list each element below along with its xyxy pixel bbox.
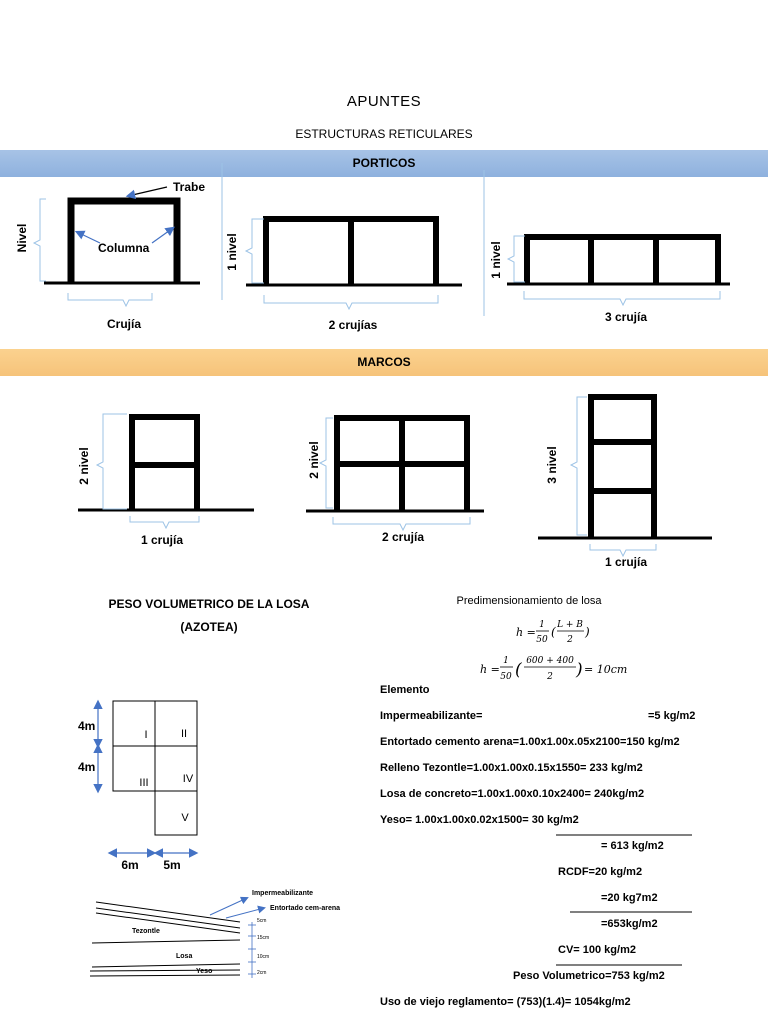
- formula-1: [516, 620, 590, 645]
- calc-line: CV= 100 kg/m2: [558, 944, 636, 956]
- trabe-label: Trabe: [173, 180, 206, 194]
- svg-text:h =: h =: [480, 663, 500, 676]
- panel-label: II: [180, 728, 188, 740]
- page-title: APUNTES: [346, 93, 422, 110]
- calc-line: Peso Volumetrico=753 kg/m2: [513, 970, 665, 982]
- elemento-heading: Elemento: [380, 684, 430, 696]
- svg-text:): ): [576, 660, 583, 680]
- section-label: Tezontle: [132, 928, 160, 935]
- section-label: Impermeabilizante: [252, 890, 314, 897]
- nivel-label: 2 nivel: [77, 447, 91, 485]
- svg-text:2: 2: [547, 672, 553, 682]
- marcos-band: MARCOS: [0, 349, 768, 376]
- svg-text:L + B: L + B: [557, 620, 583, 630]
- panel-label: V: [181, 812, 189, 824]
- pointer-arrow: [210, 898, 247, 915]
- calc-line: RCDF=20 kg/m2: [558, 866, 643, 878]
- formula-2: [480, 656, 627, 682]
- calc-line: Entortado cemento arena=1.00x1.00x.05x2100=150 kg/m2: [380, 736, 680, 748]
- dim-label: 4m: [78, 760, 96, 774]
- section-label: Yeso: [196, 968, 213, 975]
- section-dim: 10cm: [257, 954, 270, 960]
- svg-text:600 + 400: 600 + 400: [526, 656, 574, 666]
- svg-text:): ): [585, 625, 590, 639]
- nivel-label: 1 nivel: [225, 233, 239, 271]
- crujia-label: 2 crujías: [328, 318, 378, 332]
- svg-text:h =: h =: [516, 626, 536, 639]
- panel-label: III: [139, 777, 149, 789]
- marco-frame-2: [306, 418, 484, 530]
- crujia-label: 1 crujía: [140, 533, 184, 547]
- svg-text:50: 50: [500, 672, 512, 682]
- section-label: Losa: [176, 953, 193, 960]
- section-dimension-line: [248, 922, 256, 978]
- nivel-label: 3 nivel: [545, 446, 559, 484]
- porticos-band: PORTICOS: [0, 150, 768, 177]
- portico-frame-2: [246, 219, 462, 309]
- calc-line: =20 kg7m2: [601, 892, 658, 904]
- crujia-label: Crujía: [106, 317, 142, 331]
- crujia-label: 3 crujía: [604, 310, 648, 324]
- svg-text:(: (: [515, 660, 522, 680]
- crujia-label: 1 crujía: [604, 555, 648, 569]
- predim-title: Predimensionamiento de losa: [456, 595, 602, 607]
- dim-label: 4m: [78, 719, 96, 733]
- section-dim: 2cm: [257, 970, 267, 976]
- calc-line: Impermeabilizante=: [380, 710, 483, 722]
- svg-text:50: 50: [536, 635, 548, 645]
- section-dim: 15cm: [257, 935, 270, 941]
- calc-line: = 613 kg/m2: [601, 840, 664, 852]
- section-dim: 5cm: [257, 918, 267, 924]
- svg-text:2: 2: [567, 635, 573, 645]
- panel-label: IV: [182, 773, 194, 785]
- nivel-label: 1 nivel: [489, 241, 503, 279]
- page-subtitle: ESTRUCTURAS RETICULARES: [295, 127, 473, 141]
- dim-label: 6m: [121, 858, 139, 872]
- marco-frame-1: [78, 414, 254, 528]
- losa-heading: PESO VOLUMETRICO DE LA LOSA: [108, 597, 310, 611]
- svg-text:1: 1: [503, 656, 509, 666]
- slab-section: [90, 902, 240, 976]
- portico-frame-3: [507, 236, 730, 305]
- svg-text:= 10cm: = 10cm: [584, 663, 628, 676]
- marco-frame-3: [538, 397, 712, 556]
- nivel-label: 2 nivel: [307, 441, 321, 479]
- losa-subheading: (AZOTEA): [180, 620, 238, 634]
- nivel-label: Nivel: [15, 223, 29, 253]
- section-label: Entortado cem-arena: [270, 905, 341, 912]
- calc-line: =653kg/m2: [601, 918, 658, 930]
- dim-label: 5m: [163, 858, 181, 872]
- calc-line: Relleno Tezontle=1.00x1.00x0.15x1550= 233 kg/m2: [380, 762, 643, 774]
- panel-label: I: [144, 729, 148, 741]
- svg-text:(: (: [551, 625, 556, 639]
- calc-line: Yeso= 1.00x1.00x0.02x1500= 30 kg/m2: [380, 814, 579, 826]
- svg-text:1: 1: [539, 620, 545, 630]
- calc-line: Uso de viejo reglamento= (753)(1.4)= 1054kg/m2: [380, 996, 631, 1008]
- crujia-label: 2 crujía: [381, 530, 425, 544]
- calc-line: Losa de concreto=1.00x1.00x0.10x2400= 240kg/m2: [380, 788, 645, 800]
- columna-label: Columna: [98, 241, 150, 255]
- calc-value: =5 kg/m2: [648, 710, 696, 722]
- pointer-arrow: [226, 908, 264, 918]
